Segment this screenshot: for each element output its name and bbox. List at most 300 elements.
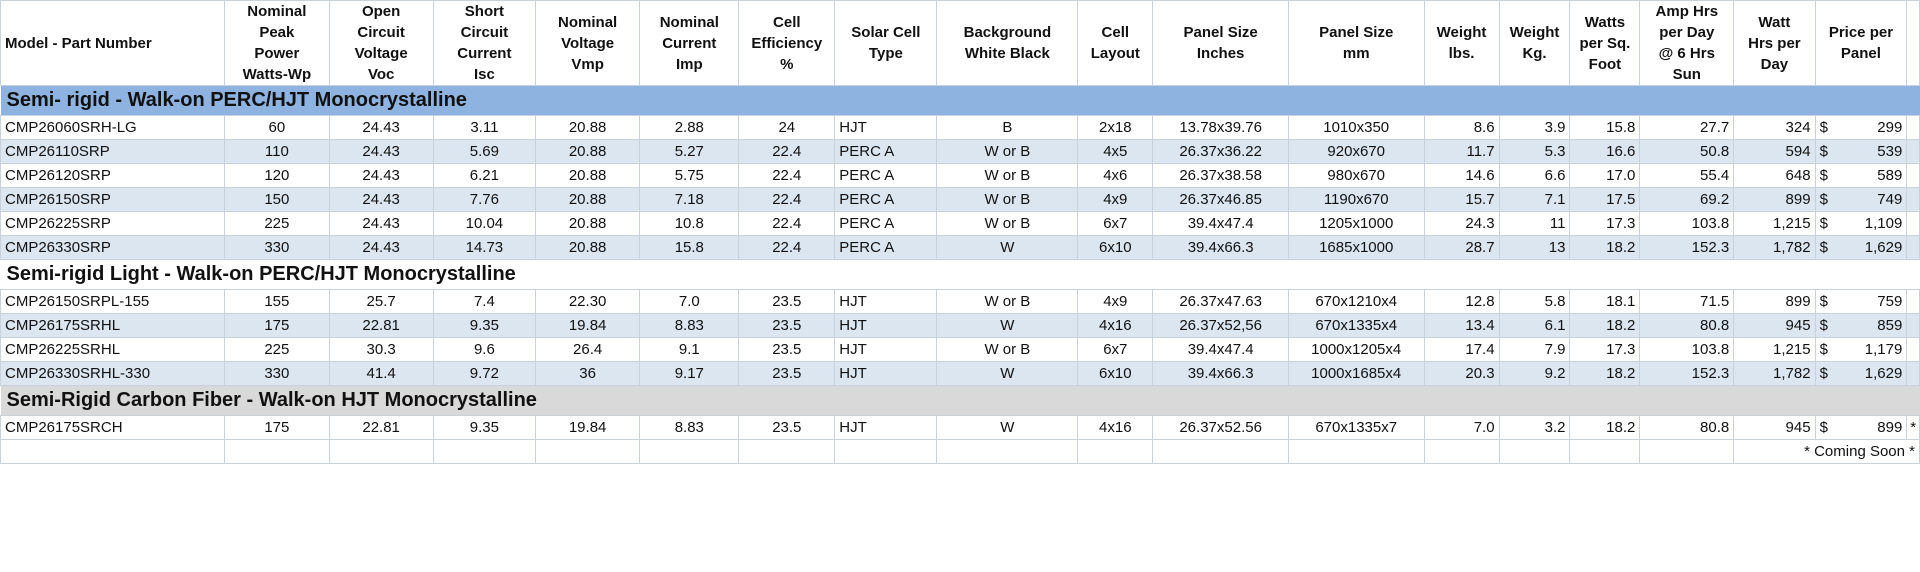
table-row [1, 290, 1920, 314]
column-header-line: Day [1760, 55, 1789, 73]
spacer-cell [1907, 362, 1920, 386]
table-row [1, 140, 1920, 164]
currency-symbol: $ [1819, 365, 1828, 382]
column-header-line: Kg. [1522, 45, 1547, 62]
price-value: 1,109 [1864, 215, 1903, 232]
table-cell: 26.37x52.56 [1153, 416, 1289, 440]
column-header [1499, 1, 1570, 86]
model-cell: CMP26175SRCH [1, 416, 225, 440]
section-title: Semi-Rigid Carbon Fiber - Walk-on HJT Monocrystalline [1, 386, 1920, 416]
column-header-line: Price per [1828, 24, 1894, 41]
table-cell: 8.83 [640, 314, 739, 338]
table-body [1, 86, 1920, 464]
section-title: Semi- rigid - Walk-on PERC/HJT Monocrystalline [1, 86, 1920, 116]
column-header-line: White Black [964, 45, 1050, 62]
column-header-line: Background [963, 24, 1052, 41]
table-cell: 24.43 [329, 116, 433, 140]
empty-cell [1078, 440, 1153, 464]
column-header-line: Watts-Wp [242, 66, 312, 83]
table-cell: 26.37x36.22 [1153, 140, 1289, 164]
table-row [1, 164, 1920, 188]
section-header-row [1, 86, 1920, 116]
table-cell: 324 [1734, 116, 1815, 140]
table-cell: HJT [835, 290, 937, 314]
column-header-line: Short [464, 3, 504, 20]
price-value: 859 [1877, 317, 1903, 334]
currency-symbol: $ [1819, 317, 1828, 334]
empty-cell [329, 440, 433, 464]
table-cell: 14.6 [1424, 164, 1499, 188]
table-cell: 27.7 [1640, 116, 1734, 140]
table-cell: 15.8 [1570, 116, 1640, 140]
table-cell: W or B [937, 188, 1078, 212]
table-cell: 152.3 [1640, 362, 1734, 386]
column-header-line: Inches [1196, 45, 1245, 62]
table-cell: 6.21 [433, 164, 535, 188]
column-header-line: Cell [1101, 24, 1130, 41]
column-header-line: Cell [773, 13, 801, 31]
table-cell: W or B [937, 212, 1078, 236]
table-cell: 4x6 [1078, 164, 1153, 188]
table-cell: 26.37x46.85 [1153, 188, 1289, 212]
price-value: 299 [1877, 119, 1903, 136]
table-cell: 15.7 [1424, 188, 1499, 212]
currency-symbol: $ [1819, 191, 1828, 208]
price-value: 1,629 [1864, 239, 1903, 256]
table-cell: 670x1210x4 [1288, 290, 1424, 314]
column-header [1153, 1, 1289, 86]
table-cell: 13.4 [1424, 314, 1499, 338]
table-cell: 25.7 [329, 290, 433, 314]
table-cell: 39.4x47.4 [1153, 212, 1289, 236]
table-cell: 1,782 [1734, 236, 1815, 260]
column-header-line: Efficiency [751, 34, 823, 52]
table-cell: 80.8 [1640, 314, 1734, 338]
table-cell: 22.4 [739, 164, 835, 188]
table-cell: 5.3 [1499, 140, 1570, 164]
column-header [329, 1, 433, 86]
section-header-row [1, 386, 1920, 416]
model-cell: CMP26060SRH-LG [1, 116, 225, 140]
column-header-line: Amp Hrs [1655, 3, 1719, 20]
table-cell: 39.4x47.4 [1153, 338, 1289, 362]
empty-cell [1570, 440, 1640, 464]
table-cell: 6x7 [1078, 338, 1153, 362]
table-cell: 17.3 [1570, 338, 1640, 362]
column-header-line: Foot [1588, 55, 1622, 73]
table-cell: 1190x670 [1288, 188, 1424, 212]
table-cell: 6x10 [1078, 236, 1153, 260]
table-cell: 30.3 [329, 338, 433, 362]
table-cell: 2x18 [1078, 116, 1153, 140]
price-value: 589 [1877, 167, 1903, 184]
table-cell: 670x1335x7 [1288, 416, 1424, 440]
table-cell: 23.5 [739, 416, 835, 440]
column-header-line: Isc [473, 66, 495, 83]
column-header-line: Voltage [561, 34, 615, 52]
table-cell: 16.6 [1570, 140, 1640, 164]
table-cell: 23.5 [739, 290, 835, 314]
table-cell: 17.3 [1570, 212, 1640, 236]
price-cell [1815, 188, 1907, 212]
table-cell: 20.88 [535, 236, 639, 260]
table-cell: PERC A [835, 164, 937, 188]
model-cell: CMP26330SRP [1, 236, 225, 260]
table-cell: 9.6 [433, 338, 535, 362]
table-cell: 20.88 [535, 116, 639, 140]
table-cell: 11 [1499, 212, 1570, 236]
price-cell [1815, 338, 1907, 362]
table-cell: 23.5 [739, 338, 835, 362]
table-cell: 18.2 [1570, 362, 1640, 386]
table-cell: 7.0 [640, 290, 739, 314]
table-cell: 899 [1734, 188, 1815, 212]
table-cell: HJT [835, 362, 937, 386]
table-cell: 17.5 [1570, 188, 1640, 212]
table-cell: 4x16 [1078, 314, 1153, 338]
table-cell: 18.2 [1570, 416, 1640, 440]
table-cell: 18.2 [1570, 314, 1640, 338]
table-cell: 3.2 [1499, 416, 1570, 440]
currency-symbol: $ [1819, 293, 1828, 310]
table-cell: PERC A [835, 236, 937, 260]
empty-cell [640, 440, 739, 464]
currency-symbol: $ [1819, 215, 1828, 232]
empty-cell [835, 440, 937, 464]
footnote: * Coming Soon * [1734, 440, 1920, 464]
table-cell: 22.4 [739, 212, 835, 236]
column-header-line: Circuit [357, 24, 405, 41]
empty-cell [1499, 440, 1570, 464]
table-cell: 20.88 [535, 188, 639, 212]
table-cell: 9.35 [433, 416, 535, 440]
spacer-cell [1907, 188, 1920, 212]
table-cell: 5.27 [640, 140, 739, 164]
spacer-cell [1907, 338, 1920, 362]
table-cell: 7.76 [433, 188, 535, 212]
empty-cell [937, 440, 1078, 464]
table-cell: 13 [1499, 236, 1570, 260]
table-cell: 8.83 [640, 416, 739, 440]
price-cell [1815, 290, 1907, 314]
column-header-line: per Day [1659, 24, 1715, 41]
price-value: 1,179 [1864, 341, 1903, 358]
column-header-line: Vmp [571, 55, 604, 73]
table-cell: 7.9 [1499, 338, 1570, 362]
table-cell: 26.4 [535, 338, 639, 362]
table-cell: 2.88 [640, 116, 739, 140]
table-cell: PERC A [835, 212, 937, 236]
table-cell: 24.43 [329, 236, 433, 260]
table-cell: 945 [1734, 416, 1815, 440]
table-cell: 594 [1734, 140, 1815, 164]
table-cell: 330 [225, 362, 329, 386]
currency-symbol: $ [1819, 419, 1828, 436]
column-header-line: Nominal [659, 13, 719, 31]
column-header [1815, 1, 1907, 86]
model-cell: CMP26175SRHL [1, 314, 225, 338]
price-cell [1815, 212, 1907, 236]
model-cell: CMP26120SRP [1, 164, 225, 188]
table-cell: 22.81 [329, 314, 433, 338]
table-cell: 60 [225, 116, 329, 140]
table-cell: 71.5 [1640, 290, 1734, 314]
column-header-line: Peak [259, 24, 295, 41]
table-cell: 13.78x39.76 [1153, 116, 1289, 140]
table-cell: 4x16 [1078, 416, 1153, 440]
table-cell: W or B [937, 338, 1078, 362]
column-header-line: Panel [1840, 45, 1881, 62]
column-header [1078, 1, 1153, 86]
table-cell: 26.37x52,56 [1153, 314, 1289, 338]
price-value: 539 [1877, 143, 1903, 160]
empty-cell [1, 440, 225, 464]
table-cell: 1000x1685x4 [1288, 362, 1424, 386]
table-cell: 24.43 [329, 212, 433, 236]
table-cell: 3.9 [1499, 116, 1570, 140]
column-header-line: % [780, 55, 794, 73]
spacer-cell [1907, 140, 1920, 164]
price-cell [1815, 314, 1907, 338]
table-cell: 1685x1000 [1288, 236, 1424, 260]
table-cell: 120 [225, 164, 329, 188]
column-header-line: Nominal [247, 3, 307, 20]
column-header-line: Solar Cell [851, 24, 921, 41]
table-cell: 670x1335x4 [1288, 314, 1424, 338]
model-cell: CMP26330SRHL-330 [1, 362, 225, 386]
column-header [1570, 1, 1640, 86]
table-cell: W [937, 236, 1078, 260]
column-header-line: Power [254, 45, 300, 62]
table-cell: 4x5 [1078, 140, 1153, 164]
table-cell: 22.4 [739, 140, 835, 164]
table-cell: 19.84 [535, 314, 639, 338]
table-cell: 11.7 [1424, 140, 1499, 164]
spacer-header [1907, 1, 1920, 86]
table-cell: 648 [1734, 164, 1815, 188]
table-cell: 8.6 [1424, 116, 1499, 140]
table-cell: 55.4 [1640, 164, 1734, 188]
table-cell: 1,782 [1734, 362, 1815, 386]
column-header-line: Imp [675, 55, 703, 73]
column-header-line: Weight [1436, 24, 1487, 41]
table-cell: 7.0 [1424, 416, 1499, 440]
model-cell: CMP26225SRP [1, 212, 225, 236]
table-cell: 36 [535, 362, 639, 386]
table-cell: PERC A [835, 140, 937, 164]
table-cell: 15.8 [640, 236, 739, 260]
price-cell [1815, 416, 1907, 440]
column-header-line: Panel Size [1319, 24, 1394, 41]
table-cell: 24.3 [1424, 212, 1499, 236]
column-header-line: mm [1342, 45, 1370, 62]
spacer-cell [1907, 116, 1920, 140]
table-cell: 39.4x66.3 [1153, 362, 1289, 386]
column-header-line: Current [457, 45, 512, 62]
table-cell: 10.04 [433, 212, 535, 236]
column-header [535, 1, 639, 86]
table-cell: 1000x1205x4 [1288, 338, 1424, 362]
column-header [640, 1, 739, 86]
empty-cell [1288, 440, 1424, 464]
table-cell: 5.8 [1499, 290, 1570, 314]
table-cell: B [937, 116, 1078, 140]
table-cell: 9.2 [1499, 362, 1570, 386]
empty-cell [739, 440, 835, 464]
table-cell: 1010x350 [1288, 116, 1424, 140]
price-value: 749 [1877, 191, 1903, 208]
currency-symbol: $ [1819, 341, 1828, 358]
column-header [433, 1, 535, 86]
table-row [1, 116, 1920, 140]
table-cell: 945 [1734, 314, 1815, 338]
column-header [225, 1, 329, 86]
price-value: 759 [1877, 293, 1903, 310]
table-cell: HJT [835, 416, 937, 440]
table-cell: HJT [835, 314, 937, 338]
table-row [1, 188, 1920, 212]
table-cell: 3.11 [433, 116, 535, 140]
table-cell: 6.1 [1499, 314, 1570, 338]
table-cell: 5.75 [640, 164, 739, 188]
table-cell: 19.84 [535, 416, 639, 440]
table-header [1, 1, 1920, 86]
column-header-line: per Sq. [1579, 34, 1631, 52]
table-row [1, 362, 1920, 386]
currency-symbol: $ [1819, 119, 1828, 136]
table-cell: 28.7 [1424, 236, 1499, 260]
table-cell: 20.3 [1424, 362, 1499, 386]
spacer-cell [1907, 314, 1920, 338]
table-cell: 1,215 [1734, 338, 1815, 362]
section-header-row [1, 260, 1920, 290]
table-cell: 23.5 [739, 314, 835, 338]
empty-cell [1424, 440, 1499, 464]
price-cell [1815, 116, 1907, 140]
table-cell: 23.5 [739, 362, 835, 386]
table-cell: 39.4x66.3 [1153, 236, 1289, 260]
currency-symbol: $ [1819, 143, 1828, 160]
table-cell: 22.81 [329, 416, 433, 440]
table-cell: 899 [1734, 290, 1815, 314]
column-header-line: Current [662, 34, 717, 52]
empty-cell [433, 440, 535, 464]
model-cell: CMP26150SRP [1, 188, 225, 212]
table-cell: 9.17 [640, 362, 739, 386]
table-cell: 20.88 [535, 212, 639, 236]
column-header-line: Hrs per [1748, 34, 1801, 52]
table-cell: 225 [225, 212, 329, 236]
currency-symbol: $ [1819, 239, 1828, 256]
table-cell: 1205x1000 [1288, 212, 1424, 236]
table-cell: 152.3 [1640, 236, 1734, 260]
table-cell: 26.37x38.58 [1153, 164, 1289, 188]
table-cell: 225 [225, 338, 329, 362]
table-cell: 7.18 [640, 188, 739, 212]
table-cell: 6x10 [1078, 362, 1153, 386]
column-header [1, 1, 225, 86]
table-cell: 6.6 [1499, 164, 1570, 188]
table-cell: 17.4 [1424, 338, 1499, 362]
price-value: 1,629 [1864, 365, 1903, 382]
column-header-line: Weight [1509, 24, 1560, 41]
column-header [1734, 1, 1815, 86]
spacer-cell [1907, 290, 1920, 314]
table-cell: 20.88 [535, 140, 639, 164]
table-cell: 9.35 [433, 314, 535, 338]
empty-cell [225, 440, 329, 464]
table-cell: 7.1 [1499, 188, 1570, 212]
price-cell [1815, 236, 1907, 260]
table-cell: 10.8 [640, 212, 739, 236]
table-cell: 24.43 [329, 140, 433, 164]
column-header-line: Voc [367, 66, 395, 83]
spacer-cell [1907, 212, 1920, 236]
table-cell: 7.4 [433, 290, 535, 314]
column-header-line: Model - Part Number [5, 34, 152, 52]
table-cell: 5.69 [433, 140, 535, 164]
column-header [1640, 1, 1734, 86]
table-row [1, 416, 1920, 440]
empty-cell [1153, 440, 1289, 464]
column-header [835, 1, 937, 86]
table-cell: 4x9 [1078, 188, 1153, 212]
currency-symbol: $ [1819, 167, 1828, 184]
table-cell: HJT [835, 116, 937, 140]
table-cell: W or B [937, 164, 1078, 188]
table-cell: 150 [225, 188, 329, 212]
table-row [1, 314, 1920, 338]
footnote-row [1, 440, 1920, 464]
column-header [1288, 1, 1424, 86]
table-cell: 22.30 [535, 290, 639, 314]
table-cell: W [937, 314, 1078, 338]
column-header-line: Watts [1584, 13, 1626, 31]
table-cell: 6x7 [1078, 212, 1153, 236]
column-header-line: Layout [1090, 45, 1140, 62]
table-cell: 4x9 [1078, 290, 1153, 314]
table-cell: 41.4 [329, 362, 433, 386]
table-row [1, 338, 1920, 362]
table-cell: 80.8 [1640, 416, 1734, 440]
column-header-line: Watt [1758, 13, 1791, 31]
column-header-line: Sun [1672, 66, 1701, 83]
table-cell: 26.37x47.63 [1153, 290, 1289, 314]
table-cell: 103.8 [1640, 212, 1734, 236]
table-cell: 20.88 [535, 164, 639, 188]
table-cell: 980x670 [1288, 164, 1424, 188]
column-header-line: Circuit [460, 24, 509, 41]
model-cell: CMP26110SRP [1, 140, 225, 164]
table-cell: 18.2 [1570, 236, 1640, 260]
section-title: Semi-rigid Light - Walk-on PERC/HJT Monocrystalline [1, 260, 1920, 290]
empty-cell [535, 440, 639, 464]
table-cell: W [937, 362, 1078, 386]
table-cell: 110 [225, 140, 329, 164]
table-cell: HJT [835, 338, 937, 362]
price-cell [1815, 164, 1907, 188]
column-header-line: Open [361, 3, 401, 20]
column-header [937, 1, 1078, 86]
table-row [1, 236, 1920, 260]
table-cell: 12.8 [1424, 290, 1499, 314]
column-header-line: Type [868, 45, 903, 62]
table-cell: W [937, 416, 1078, 440]
table-cell: 17.0 [1570, 164, 1640, 188]
table-cell: W or B [937, 290, 1078, 314]
column-header-line: @ 6 Hrs [1658, 45, 1715, 62]
spacer-cell [1907, 164, 1920, 188]
